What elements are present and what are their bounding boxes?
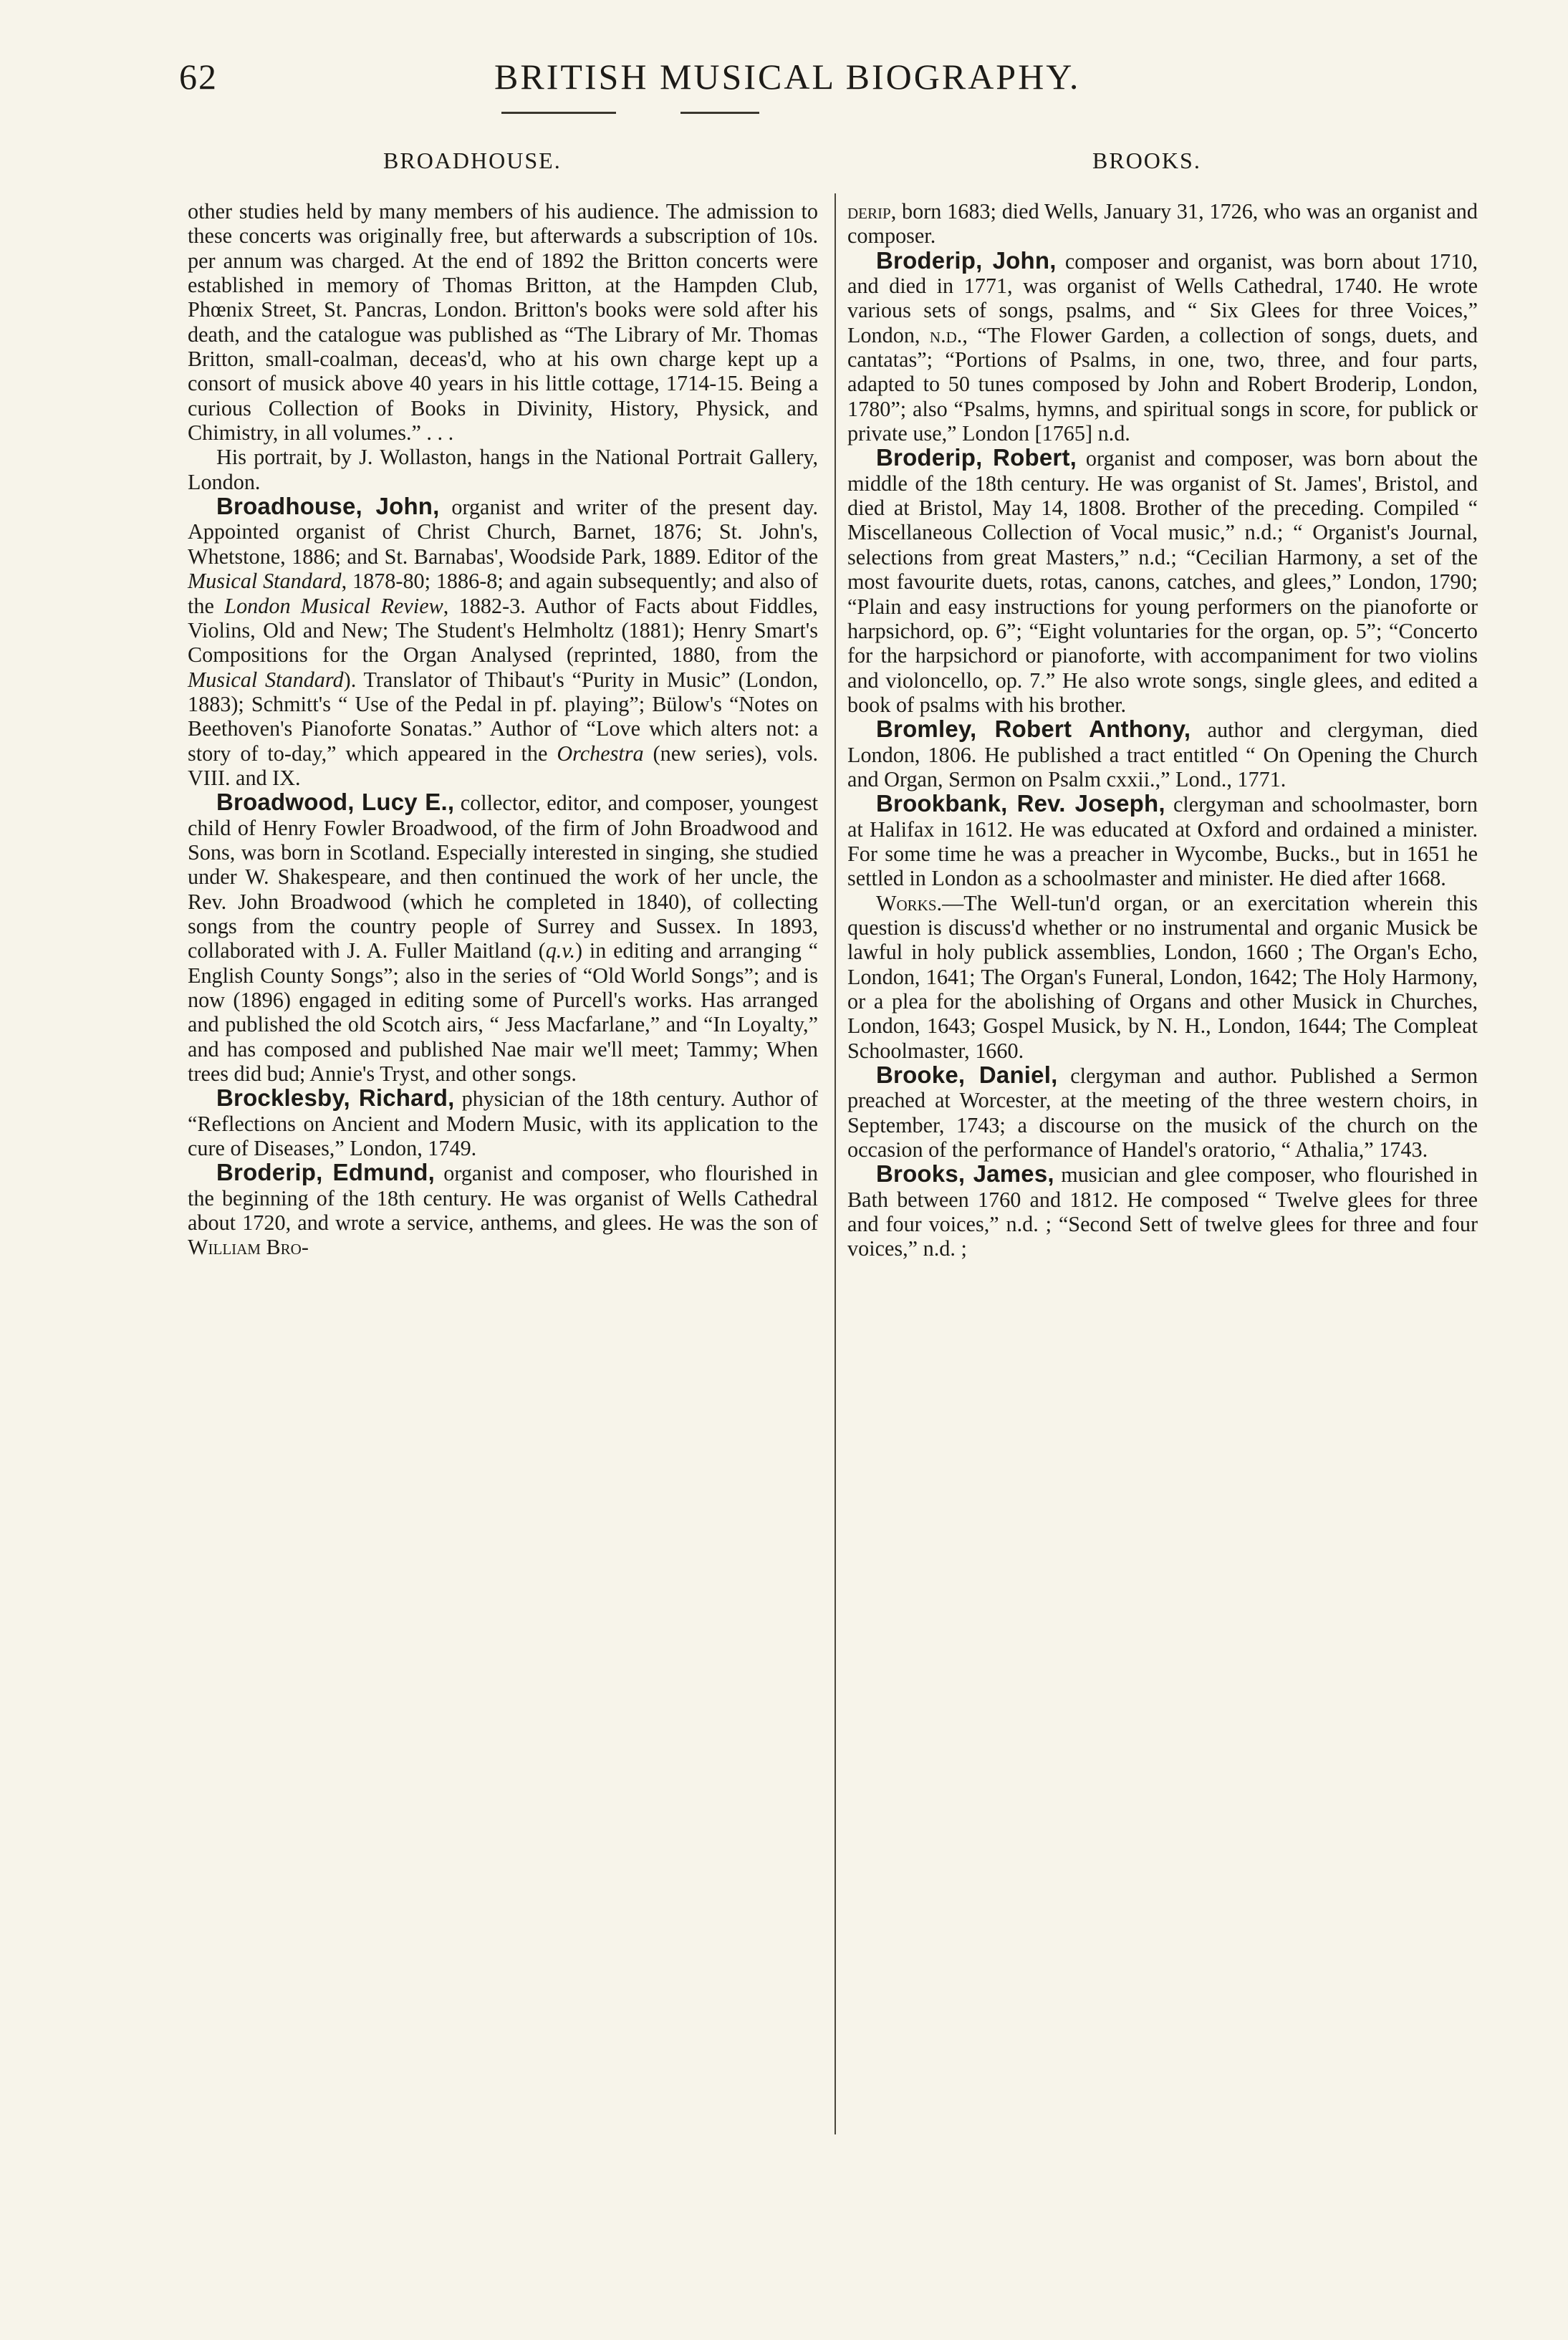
entry-name: Broadhouse, John,: [216, 493, 440, 520]
header-rule: [501, 112, 616, 114]
right-column: [847, 199, 1478, 1261]
entry-name: Broderip, Edmund,: [216, 1159, 436, 1186]
running-title: BRITISH MUSICAL BIOGRAPHY.: [494, 57, 1081, 97]
entry-broderip-john: Broderip, John, composer and organist, was born about 1710, and died in 1771, was organist of Wells Cathedral, 1740. He wrote various sets of songs, psalms, and “ Six Glees for three Voices,” London, n.d., “The Flower Garden, a collection of songs, duets, and cantatas”; “Portions of Psalms, in one, two, three, and four parts, adapted to 50 tunes composed by John and Robert Broderip, London, 1780”; also “Psalms, hymns, and spiritual songs in score, for publick or private use,” London [1765] n.d.: [847, 246, 1478, 446]
paragraph-britton-continued: other studies held by many members of his audience. The admission to these concerts was originally free, but afterwards a subscription of 10s. per annum was charged. At the end of 1892 the Britton concerts were established in memory of Thomas Britton, at the Hampden Club, Phœnix Street, St. Pancras, London. Britton's books were sold after his death, and the catalogue was published as “The Library of Mr. Thomas Britton, small-coalman, deceas'd, who at his own charge kept up a consort of musick above 40 years in his little cottage, 1714-15. Being a curious Collection of Books in Divinity, History, Physick, and Chimistry, in all volumes.” . . .: [188, 199, 818, 446]
entry-broderip-robert: Broderip, Robert, organist and composer, was born about the middle of the 18th century. He was organist of St. James', Bristol, and died at Bristol, May 14, 1808. Brother of the preceding. Compiled “ Miscellaneous Collection of Vocal music,” n.d.; “ Organist's Journal, selections from great Masters,” n.d.; “Cecilian Harmony, a set of the most favourite duets, rotas, canons, catches, and glees,” London, 1790; “Plain and easy instructions for young performers on the pianoforte or harpsichord, op. 6”; “Eight voluntaries for the organ, op. 5”; “Concerto for the harpsichord or pianoforte, with accompaniment for two violins and violoncello, op. 7.” He also wrote songs, single glees, and edited a book of psalms with his brother.: [847, 444, 1478, 717]
paragraph-portrait: His portrait, by J. Wollaston, hangs in the National Portrait Gallery, London.: [188, 445, 818, 494]
header-rule: [680, 112, 759, 114]
entry-name: Brookbank, Rev. Joseph,: [876, 790, 1165, 817]
entry-broderip-edmund: Broderip, Edmund, organist and composer, who flourished in the beginning of the 18th century. He was organist of Wells Cathedral about 1720, and wrote a service, anthems, and glees. He was the son of William Bro-: [188, 1159, 818, 1260]
entry-name: Broderip, John,: [876, 246, 1057, 274]
column-divider: [834, 193, 836, 2134]
entry-brooks: Brooks, James, musician and glee composer, who flourished in Bath between 1760 and 1812. He composed “ Twelve glees for three and four voices,” n.d. ; “Second Sett of twelve glees for three and four voices,” n.d. ;: [847, 1160, 1478, 1261]
entry-name: Brooke, Daniel,: [876, 1061, 1058, 1089]
left-column-heading: BROADHOUSE.: [383, 148, 562, 173]
entry-name: Broderip, Robert,: [876, 444, 1077, 471]
left-column: [188, 199, 818, 1260]
right-column-heading: BROOKS.: [1092, 148, 1201, 173]
page-number: 62: [179, 57, 218, 97]
entry-brocklesby: Brocklesby, Richard, physician of the 18th century. Author of “Reflections on Ancient and Modern Music, with its application to the cure of Diseases,” London, 1749.: [188, 1084, 818, 1161]
entry-name: Brocklesby, Richard,: [216, 1084, 455, 1112]
entry-brooke: Brooke, Daniel, clergyman and author. Published a Sermon preached at Worcester, at the meeting of the three western choirs, in September, 1743; a discourse on the musick of the church on the occasion of the performance of Handel's oratorio, “ Athalia,” 1743.: [847, 1061, 1478, 1162]
entry-broadwood: Broadwood, Lucy E., collector, editor, and composer, youngest child of Henry Fowler Broadwood, of the firm of John Broadwood and Sons, was born in Scotland. Especially interested in singing, she studied under W. Shakespeare, and then continued the work of her uncle, the Rev. John Broadwood (which he completed in 1840), of collecting songs from the country people of Surrey and Sussex. In 1893, collaborated with J. A. Fuller Maitland (q.v.) in editing and arranging “ English County Songs”; also in the series of “Old World Songs”; and is now (1896) engaged in editing some of Purcell's works. Has arranged and published the old Scotch airs, “ Jess Macfarlane,” and “In Loyalty,” and has composed and published Nae mair we'll meet; Tammy; When trees did bud; Annie's Tryst, and other songs.: [188, 789, 818, 1087]
entry-name: Brooks, James,: [876, 1160, 1054, 1188]
entry-brookbank: Brookbank, Rev. Joseph, clergyman and schoolmaster, born at Halifax in 1612. He was educated at Oxford and ordained a minister. For some time he was a preacher in Wycombe, Bucks., but in 1651 he settled in London as a schoolmaster and minister. He died after 1668.: [847, 790, 1478, 891]
paragraph-broderip-continued: derip, born 1683; died Wells, January 31, 1726, who was an organist and composer.: [847, 199, 1478, 249]
entry-name: Bromley, Robert Anthony,: [876, 716, 1191, 743]
entry-bromley: Bromley, Robert Anthony, author and clergyman, died London, 1806. He published a tract entitled “ On Opening the Church and Organ, Sermon on Psalm cxxii.,” Lond., 1771.: [847, 716, 1478, 791]
page-header: [179, 56, 1440, 120]
paragraph-works: Works.—The Well-tun'd organ, or an exercitation wherein this question is discuss'd whether or no instrumental and organic Musick be lawful in holy publick assemblies, London, 1660 ; The Organ's Echo, London, 1641; The Organ's Funeral, London, 1642; The Holy Harmony, or a plea for the abolishing of Organs and other Musick in Churches, London, 1643; Gospel Musick, by N. H., London, 1644; The Compleat Schoolmaster, 1660.: [847, 890, 1478, 1063]
entry-name: Broadwood, Lucy E.,: [216, 789, 455, 816]
entry-broadhouse: Broadhouse, John, organist and writer of the present day. Appointed organist of Christ Church, Barnet, 1876; St. John's, Whetstone, 1886; and St. Barnabas', Woodside Park, 1889. Editor of the Musical Standard, 1878-80; 1886-8; and again subsequently; and also of the London Musical Review, 1882-3. Author of Facts about Fiddles, Violins, Old and New; The Student's Helmholtz (1881); Henry Smart's Compositions for the Organ Analysed (reprinted, 1880, from the Musical Standard). Translator of Thibaut's “Purity in Music” (London, 1883); Schmitt's “ Use of the Pedal in pf. playing”; Bülow's “Notes on Beethoven's Pianoforte Sonatas.” Author of “Love which alters not: a story of to-day,” which appeared in the Orchestra (new series), vols. VIII. and IX.: [188, 493, 818, 790]
